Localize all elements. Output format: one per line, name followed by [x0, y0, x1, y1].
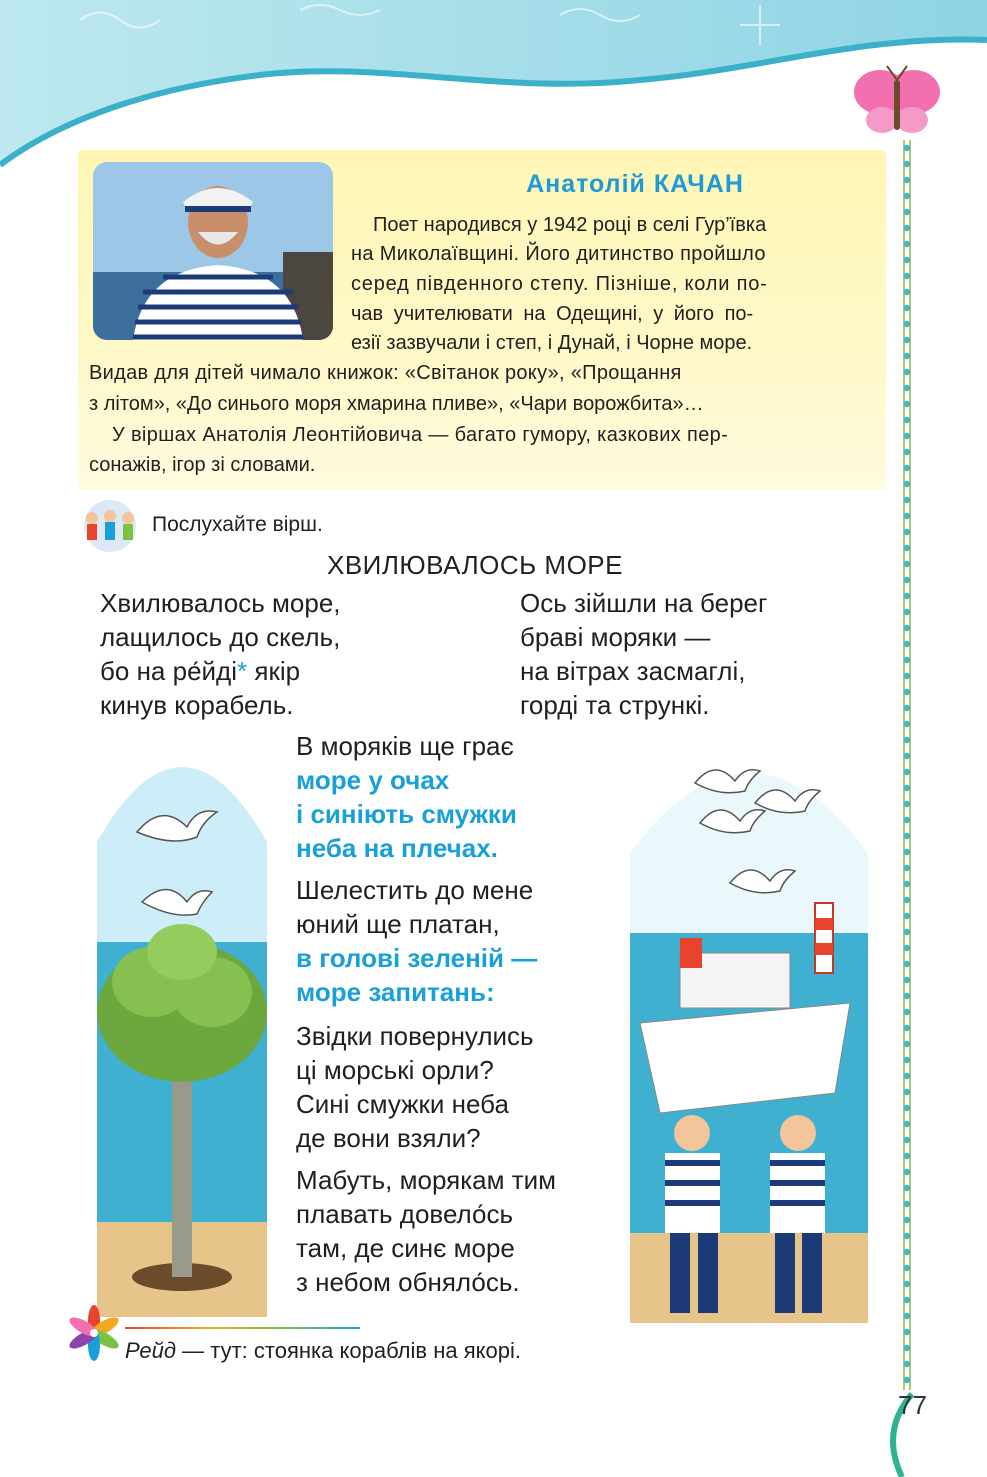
poem-line: Сині смужки неба	[296, 1089, 509, 1119]
poem-line: бо на ре́йді* якір	[100, 656, 301, 686]
poem-line: В моряків ще грає	[296, 731, 514, 761]
poem-line-highlighted: море у очах	[296, 765, 450, 795]
poem-line: там, де синє море	[296, 1233, 515, 1263]
poem-line: кинув корабель.	[100, 690, 294, 720]
poem-line: Хвилювалось море,	[100, 588, 341, 618]
footnote-definition: — тут: стоянка кораблів на якорі.	[176, 1338, 521, 1363]
listen-instruction: Послухайте вірш.	[152, 513, 323, 536]
poem-stanza-2	[520, 586, 768, 722]
poem-line: Мабуть, морякам тим	[296, 1165, 557, 1195]
poem-line: Ось зійшли на берег	[520, 588, 768, 618]
poem-line: на вітрах засмаглі,	[520, 656, 746, 686]
poem-stanza-5	[296, 1019, 534, 1155]
poem-line: горді та стрункі.	[520, 690, 710, 720]
poem-stanza-3	[296, 729, 517, 865]
bio-text-line: Видав для дітей чимало книжок: «Світанок року», «Прощання	[89, 362, 682, 384]
bio-text-line: сонажів, ігор зі словами.	[89, 454, 316, 476]
poem-line-highlighted: неба на плечах.	[296, 833, 498, 863]
poem-line-highlighted: і синіють смужки	[296, 799, 517, 829]
poem-line: браві моряки —	[520, 622, 711, 652]
poem-line: де вони взяли?	[296, 1123, 481, 1153]
tree-seagulls-illustration	[82, 732, 282, 1317]
poem-line: Звідки повернулись	[296, 1021, 534, 1051]
bio-text-line: Поет народився у 1942 році в селі Гур’ївка	[373, 214, 767, 236]
poem-stanza-4	[296, 873, 537, 1009]
footnote-term: Рейд	[125, 1338, 177, 1363]
bio-text-line: езії зазвучали і степ, і Дунай, і Чорне море.	[351, 332, 753, 354]
poem-line-highlighted: море запитань:	[296, 977, 495, 1007]
children-listen-icon	[76, 500, 144, 552]
footnote-divider	[125, 1327, 360, 1329]
poem-title: ХВИЛЮВАЛОСЬ МОРЕ	[326, 550, 623, 580]
author-photo	[93, 162, 333, 340]
header-wave-decoration	[0, 0, 987, 170]
poem-stanza-1	[100, 586, 341, 722]
footnote	[125, 1338, 521, 1364]
butterfly-icon	[852, 62, 942, 142]
footnote-flower-icon	[66, 1305, 122, 1361]
poem-line: Шелестить до мене	[296, 875, 534, 905]
author-name-heading: Анатолій КАЧАН	[526, 170, 744, 198]
poem-line: з небом обняло́сь.	[296, 1267, 520, 1297]
poem-line: лащилось до скель,	[100, 622, 341, 652]
footnote-marker: *	[237, 656, 248, 686]
poem-line: юний ще платан,	[296, 909, 500, 939]
poem-line: ці морські орли?	[296, 1055, 494, 1085]
bio-text-line: на Миколаївщині. Його дитинство пройшло	[351, 243, 766, 265]
poem-line: плавать довело́сь	[296, 1199, 514, 1229]
ship-sailors-illustration	[620, 733, 878, 1323]
bio-text-line: чав учителювати на Одещині, у його по-	[351, 303, 754, 325]
page-number: 77	[898, 1390, 927, 1420]
poem-stanza-6	[296, 1163, 556, 1299]
page-number-arc	[872, 1376, 987, 1477]
bio-text-line: з літом», «До синього моря хмарина пливе», «Чари ворожбита»…	[89, 393, 704, 415]
bio-text-line: серед південного степу. Пізніше, коли по-	[351, 273, 768, 295]
bio-text-line: У віршах Анатолія Леонтійовича — багато гумору, казкових пер-	[112, 424, 729, 446]
decorative-border-strip	[897, 140, 917, 1390]
poem-line-highlighted: в голові зеленій —	[296, 943, 538, 973]
